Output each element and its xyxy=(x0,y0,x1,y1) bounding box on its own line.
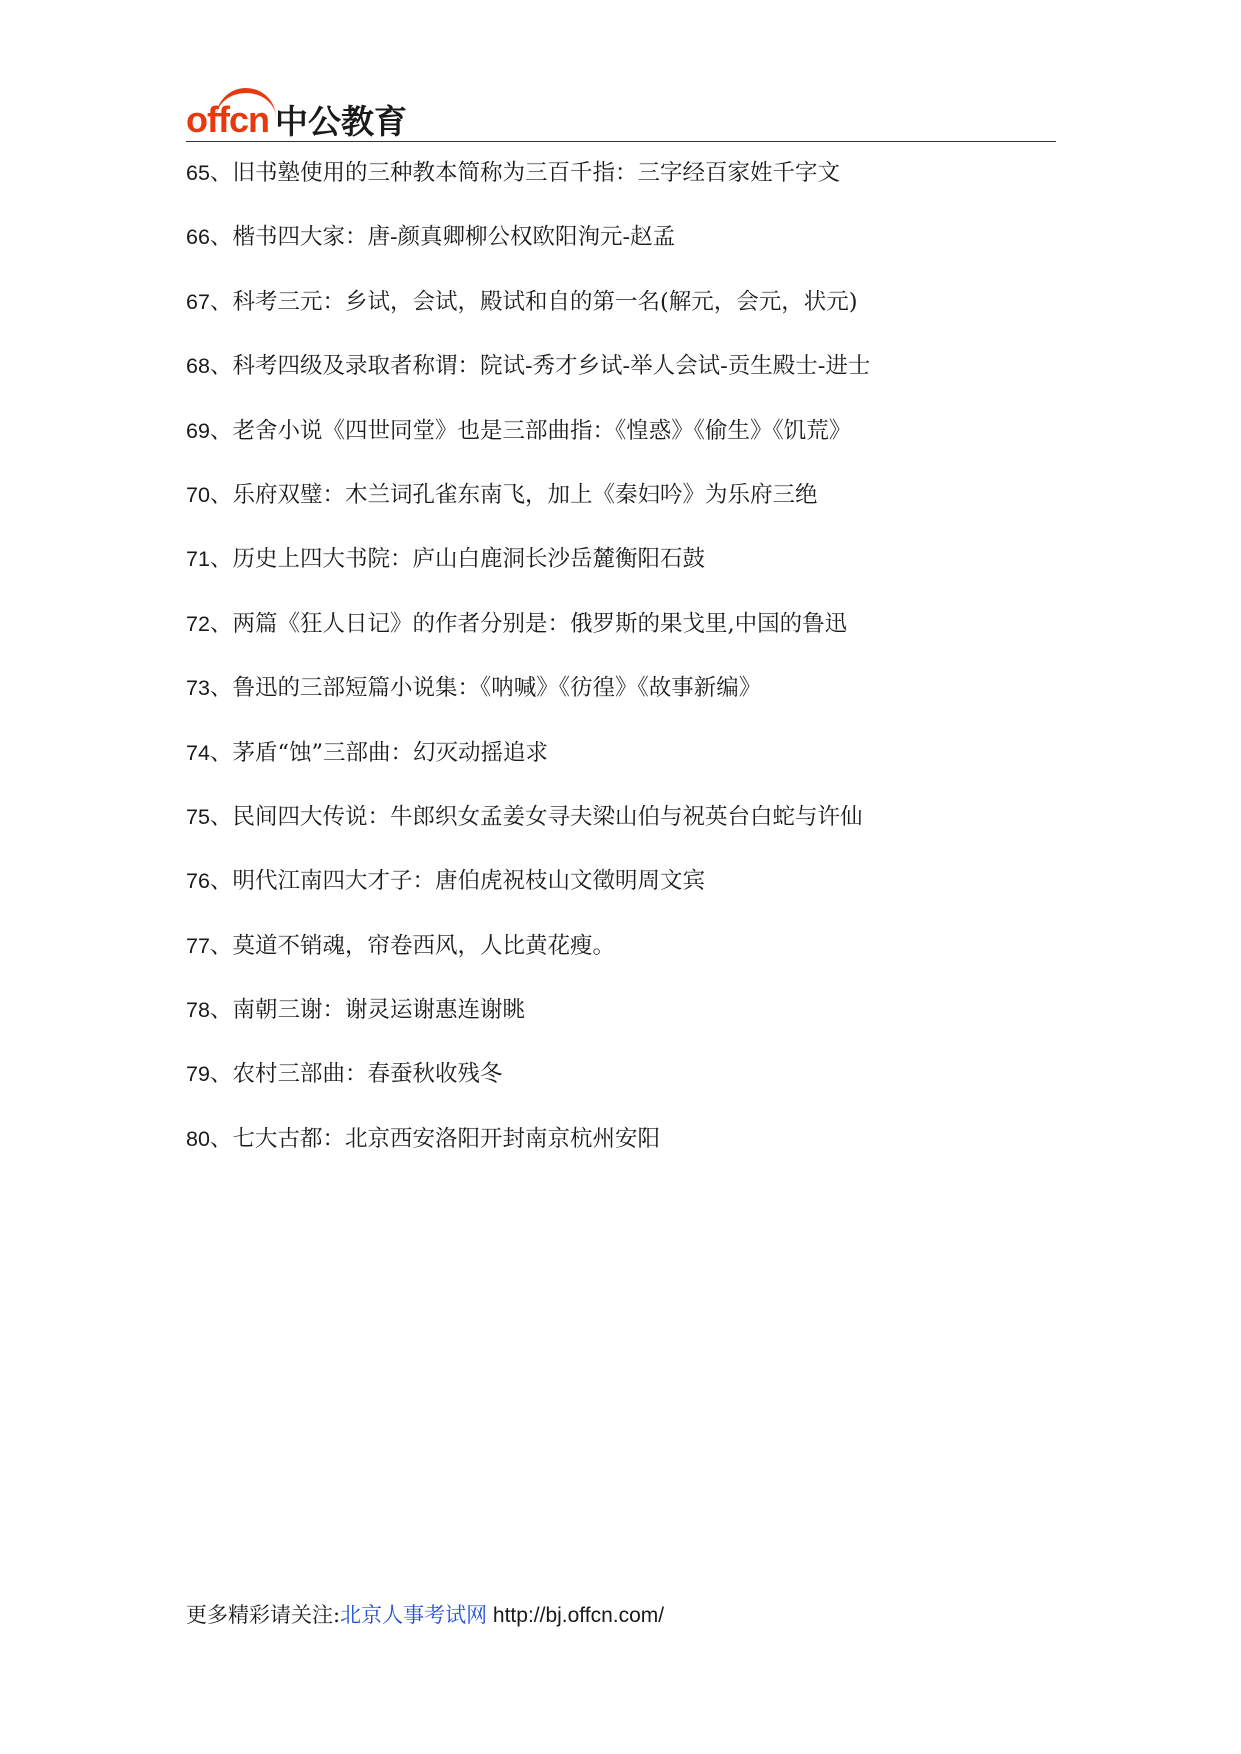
logo-wordmark xyxy=(186,99,269,140)
item-text: 南朝三谢：谢灵运谢惠连谢眺 xyxy=(232,997,525,1024)
header-divider xyxy=(186,141,1056,142)
item-text: 茅盾“蚀”三部曲：幻灭动摇追求 xyxy=(232,739,548,766)
item-separator: 、 xyxy=(209,803,233,830)
list-item xyxy=(186,673,1066,737)
list-item xyxy=(186,544,1066,608)
logo-wordmark-text: offcn xyxy=(186,99,269,140)
item-text: 民间四大传说：牛郎织女孟姜女寻夫梁山伯与祝英台白蛇与许仙 xyxy=(232,803,863,830)
item-separator: 、 xyxy=(209,932,233,959)
list-item xyxy=(186,158,1066,222)
list-item xyxy=(186,609,1066,673)
item-number: 66 xyxy=(186,225,210,250)
item-text: 历史上四大书院：庐山白鹿洞长沙岳麓衡阳石鼓 xyxy=(232,546,705,573)
offcn-logo xyxy=(186,88,407,141)
item-number: 79 xyxy=(186,1062,210,1087)
item-separator: 、 xyxy=(209,739,233,766)
list-item xyxy=(186,866,1066,930)
item-separator: 、 xyxy=(209,160,233,186)
item-separator: 、 xyxy=(209,997,233,1024)
item-number: 76 xyxy=(186,869,210,894)
list-item xyxy=(186,416,1066,480)
item-separator: 、 xyxy=(209,546,233,573)
item-separator: 、 xyxy=(209,224,233,251)
item-text: 乐府双璧：木兰词孔雀东南飞，加上《秦妇吟》为乐府三绝 xyxy=(232,481,818,508)
item-separator: 、 xyxy=(209,481,233,508)
item-number: 67 xyxy=(186,289,210,314)
item-number: 80 xyxy=(186,1126,210,1151)
item-text: 农村三部曲：春蚕秋收残冬 xyxy=(232,1061,503,1088)
item-text: 七大古都：北京西安洛阳开封南京杭州安阳 xyxy=(232,1125,660,1152)
list-item xyxy=(186,351,1066,415)
item-number: 73 xyxy=(186,676,210,701)
item-text: 楷书四大家：唐-颜真卿柳公权欧阳洵元-赵孟 xyxy=(232,224,676,251)
list-item xyxy=(186,931,1066,995)
item-separator: 、 xyxy=(209,610,233,637)
list-item xyxy=(186,287,1066,351)
item-number: 77 xyxy=(186,933,210,958)
item-separator: 、 xyxy=(209,1061,233,1088)
logo-arc-mark xyxy=(216,88,276,119)
item-text: 旧书塾使用的三种教本简称为三百千指：三字经百家姓千字文 xyxy=(232,160,840,186)
list-item xyxy=(186,1059,1066,1123)
footer-site-link[interactable]: 北京人事考试网 xyxy=(340,1603,488,1627)
item-number: 71 xyxy=(186,547,210,572)
item-text: 两篇《狂人日记》的作者分别是：俄罗斯的果戈里,中国的鲁迅 xyxy=(232,610,848,637)
item-text: 明代江南四大才子：唐伯虎祝枝山文徵明周文宾 xyxy=(232,868,705,895)
item-number: 65 xyxy=(186,161,210,185)
item-separator: 、 xyxy=(209,868,233,895)
page-header xyxy=(186,88,1056,144)
item-number: 72 xyxy=(186,611,210,636)
item-text: 科考三元：乡试，会试，殿试和自的第一名(解元，会元，状元) xyxy=(232,288,858,315)
page-footer xyxy=(186,1600,664,1631)
item-separator: 、 xyxy=(209,417,233,444)
list-item xyxy=(186,222,1066,286)
item-text: 科考四级及录取者称谓：院试-秀才乡试-举人会试-贡生殿士-进士 xyxy=(232,353,871,380)
item-separator: 、 xyxy=(209,353,233,380)
item-number: 69 xyxy=(186,418,210,443)
item-text: 莫道不销魂，帘卷西风，人比黄花瘦。 xyxy=(232,932,615,959)
footer-url[interactable]: http://bj.offcn.com/ xyxy=(487,1604,665,1627)
item-number: 68 xyxy=(186,354,210,379)
item-number: 74 xyxy=(186,740,210,765)
item-number: 75 xyxy=(186,804,210,829)
logo-brand-name: 中公教育 xyxy=(274,102,407,141)
item-separator: 、 xyxy=(209,1125,233,1152)
item-separator: 、 xyxy=(209,288,233,315)
knowledge-list xyxy=(186,158,1066,1188)
item-separator: 、 xyxy=(209,675,233,702)
item-number: 78 xyxy=(186,998,210,1023)
item-number: 70 xyxy=(186,482,210,507)
item-text: 鲁迅的三部短篇小说集：《呐喊》《彷徨》《故事新编》 xyxy=(232,675,762,702)
footer-prefix: 更多精彩请关注: xyxy=(186,1603,341,1627)
list-item xyxy=(186,738,1066,802)
list-item xyxy=(186,802,1066,866)
list-item xyxy=(186,995,1066,1059)
list-item xyxy=(186,1124,1066,1188)
list-item xyxy=(186,480,1066,544)
item-text: 老舍小说《四世同堂》也是三部曲指：《惶惑》《偷生》《饥荒》 xyxy=(232,417,852,444)
